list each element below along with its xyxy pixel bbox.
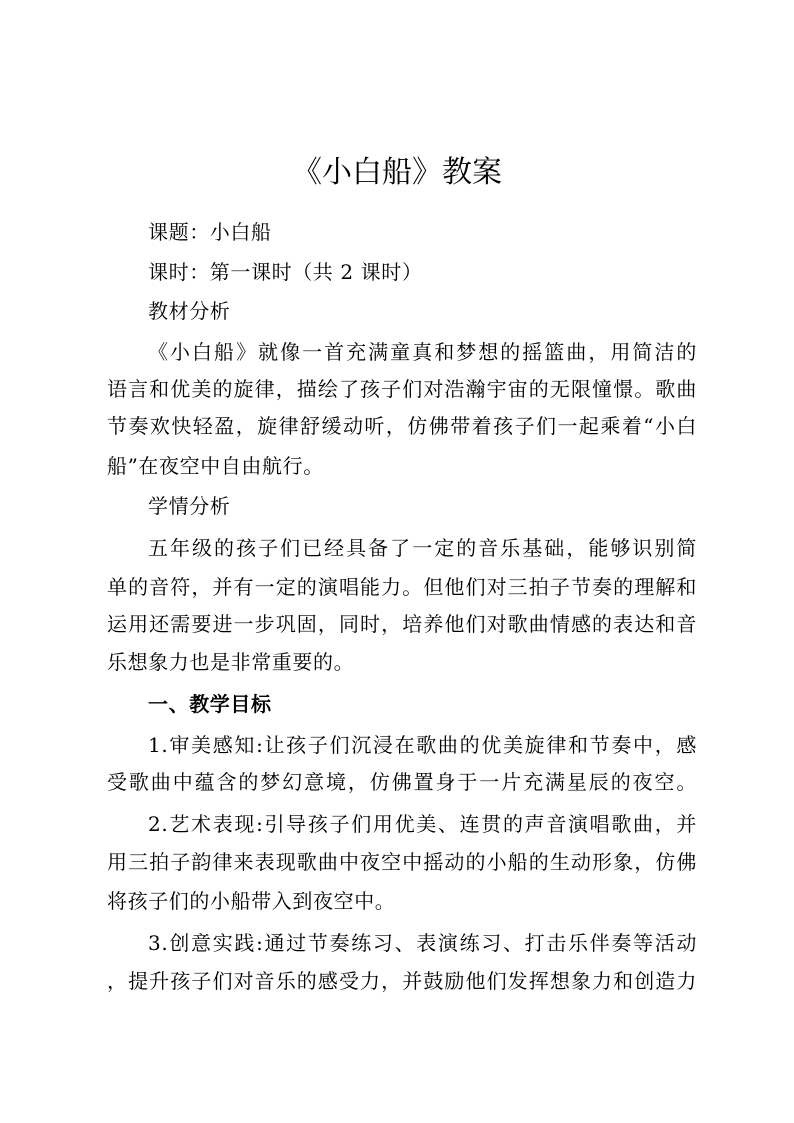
material-paragraph-line: 节奏欢快轻盈，旋律舒缓动听，仿佛带着孩子们一起乘着“小白 [107,414,697,438]
student-paragraph-line: 运用还需要进一步巩固，同时，培养他们对歌曲情感的表达和音 [107,612,697,636]
material-paragraph-line: 语言和优美的旋律，描绘了孩子们对浩瀚宇宙的无限憧憬。歌曲 [107,377,697,401]
student-paragraph-line: 乐想象力也是非常重要的。 [107,650,355,674]
document-title: 《小白船》教案 [292,155,502,190]
goal-3-line: ，提升孩子们对音乐的感受力，并鼓励他们发挥想象力和创造力 [107,969,697,993]
period-line: 课时：第一课时（共 2 课时） [148,260,423,284]
goal-2-line: 将孩子们的小船带入到夜空中。 [107,889,396,913]
material-paragraph-line: 《小白船》就像一首充满童真和梦想的摇篮曲，用简洁的 [148,340,697,364]
goal-1-line: 1.审美感知:让孩子们沉浸在歌曲的优美旋律和节奏中，感 [148,733,697,757]
material-paragraph-line: 船”在夜空中自由航行。 [107,454,324,478]
goal-1-line: 受歌曲中蕴含的梦幻意境，仿佛置身于一片充满星辰的夜空。 [107,770,697,794]
goal-3-line: 3.创意实践:通过节奏练习、表演练习、打击乐伴奏等活动 [148,931,697,955]
student-heading: 学情分析 [148,494,231,518]
topic-line: 课题：小白船 [148,220,272,244]
student-paragraph-line: 单的音符，并有一定的演唱能力。但他们对三拍子节奏的理解和 [107,575,697,599]
student-paragraph-line: 五年级的孩子们已经具备了一定的音乐基础，能够识别简 [148,536,697,560]
material-heading: 教材分析 [148,299,231,323]
goals-heading: 一、教学目标 [148,692,272,716]
goal-2-line: 用三拍子韵律来表现歌曲中夜空中摇动的小船的生动形象，仿佛 [107,850,697,874]
goal-2-line: 2.艺术表现:引导孩子们用优美、连贯的声音演唱歌曲，并 [148,812,697,836]
